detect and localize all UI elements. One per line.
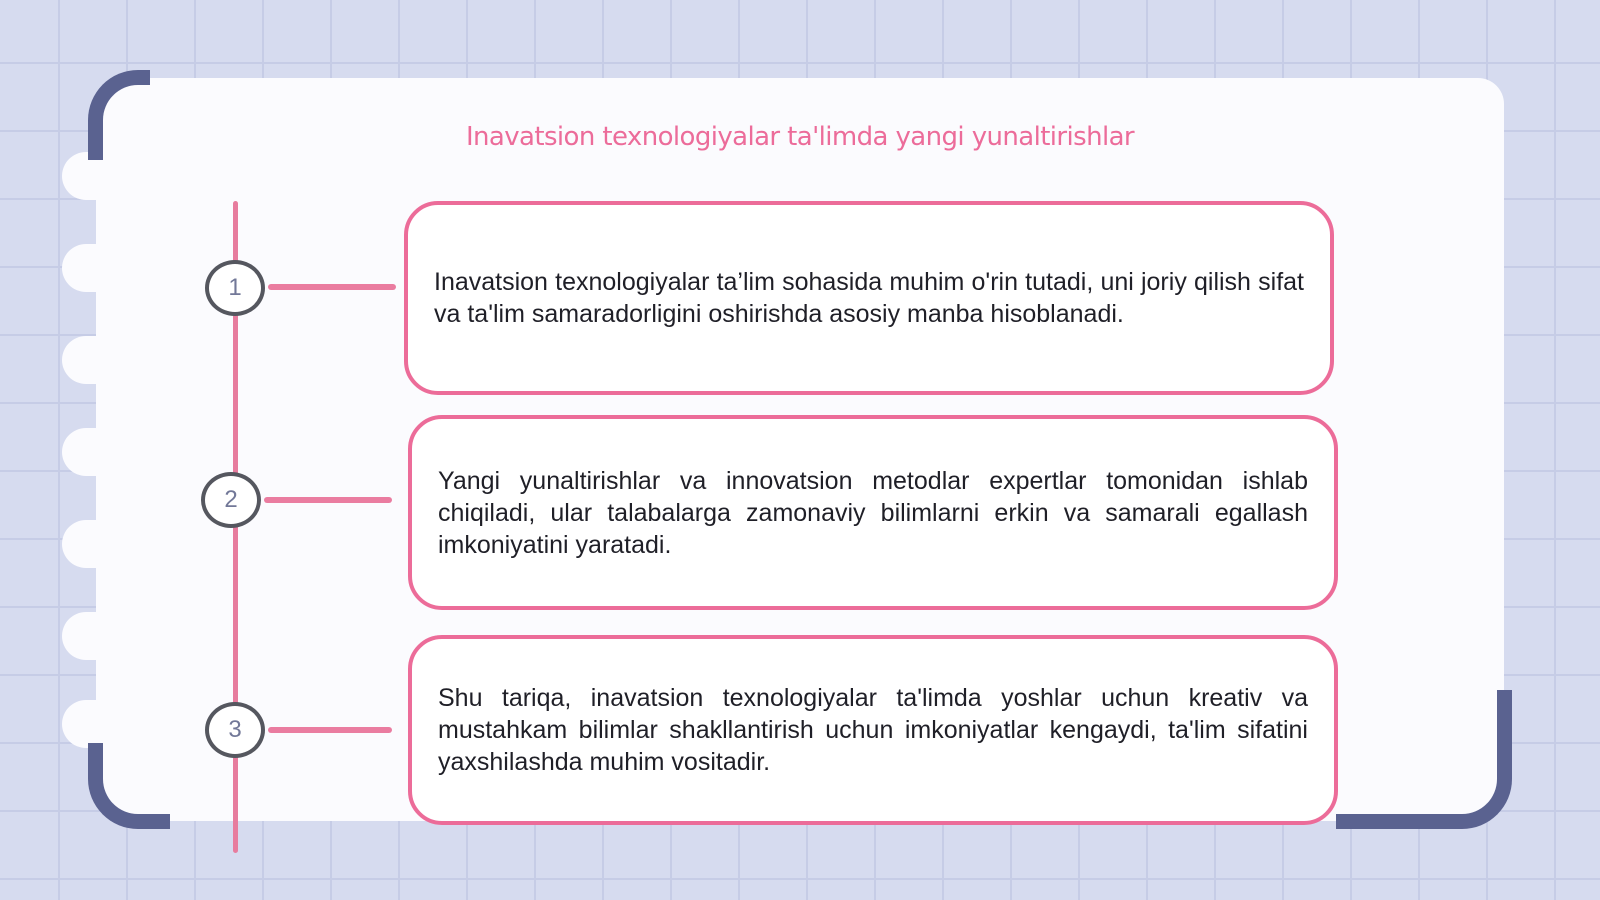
notebook-scallop — [62, 336, 126, 384]
step-number-1: 1 — [205, 260, 265, 316]
notebook-scallop — [62, 520, 126, 568]
timeline-connector — [268, 727, 392, 733]
timeline-connector — [268, 284, 396, 290]
step-number-3: 3 — [205, 702, 265, 758]
notebook-scallop — [62, 612, 126, 660]
corner-bracket-top-left — [88, 70, 150, 160]
notebook-scallop — [62, 700, 126, 748]
slide-title: Inavatsion texnologiyalar ta'limda yangi yunaltirishlar — [465, 122, 1135, 152]
step-number-2: 2 — [201, 472, 261, 528]
step-box-3 — [408, 635, 1338, 825]
notebook-scallop — [62, 244, 126, 292]
step-text-1: Inavatsion texnologiyalar ta’lim sohasida muhim o'rin tutadi, uni joriy qilish sifat va ta'lim samaradorligini oshirishda asosiy manba hisoblanadi. — [434, 268, 1304, 328]
corner-bracket-bottom-left — [88, 743, 170, 829]
step-text-3: Shu tariqa, inavatsion texnologiyalar ta'limda yoshlar uchun kreativ va mustahkam bilimlar shakllantirish uchun imkoniyatlar kengaydi, ta'lim sifatini yaxshilashda muhim vositadir. — [438, 684, 1308, 776]
step-text-2: Yangi yunaltirishlar va innovatsion metodlar expertlar tomonidan ishlab chiqiladi, ular talabalarga zamonaviy bilimlarni erkin va samarali egallash imkoniyatini yaratadi. — [438, 466, 1308, 559]
notebook-scallop — [62, 428, 126, 476]
timeline-connector — [264, 497, 392, 503]
corner-bracket-bottom-right — [1336, 690, 1512, 829]
step-box-1 — [404, 201, 1334, 395]
step-box-2 — [408, 415, 1338, 610]
